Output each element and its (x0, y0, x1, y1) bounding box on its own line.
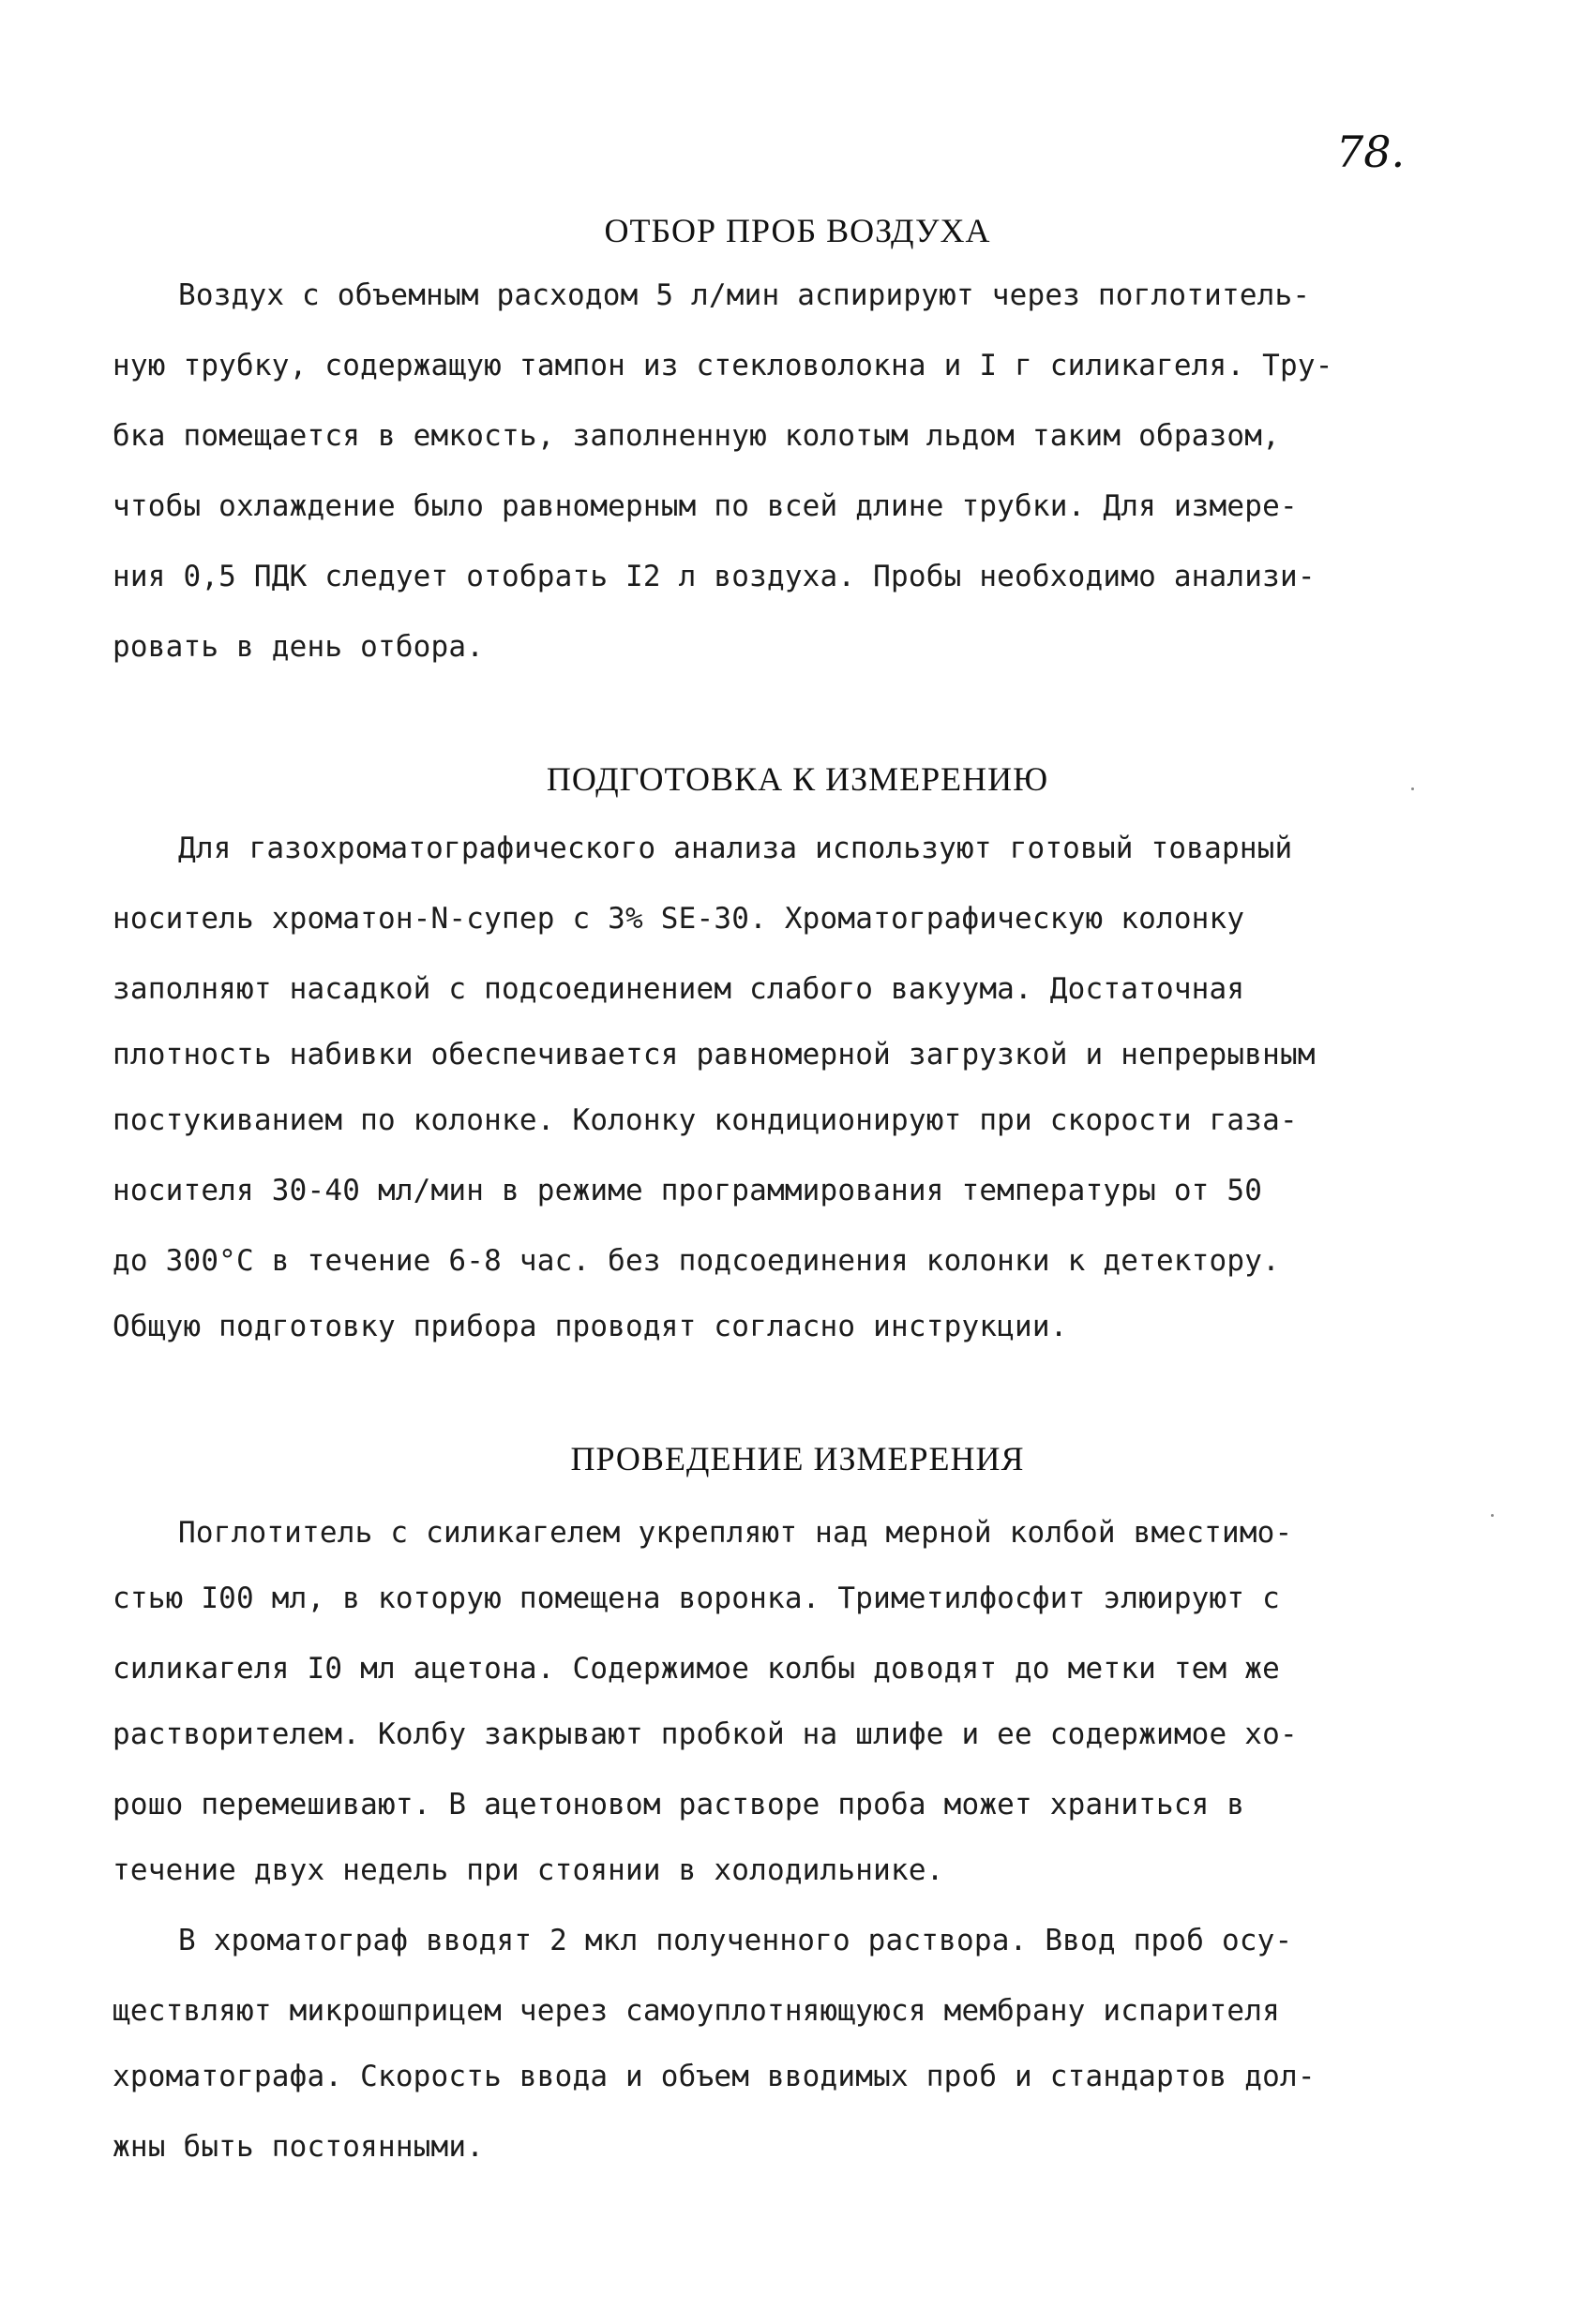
text-line: постукиванием по колонке. Колонку кондиционируют при скорости газа- (113, 1103, 1298, 1137)
scan-speck (1491, 1514, 1494, 1517)
text-line: хроматографа. Скорость ввода и объем вводимых проб и стандартов дол- (113, 2060, 1316, 2093)
text-line: плотность набивки обеспечивается равномерной загрузкой и непрерывным (113, 1038, 1316, 1072)
text-line: рошо перемешивают. В ацетоновом растворе проба может храниться в (113, 1788, 1245, 1822)
text-line: до 300°С в течение 6-8 час. без подсоединения колонки к детектору. (113, 1244, 1280, 1278)
text-line: ную трубку, содержащую тампон из стекловолокна и I г силикагеля. Тру- (113, 349, 1333, 382)
text-line: чтобы охлаждение было равномерным по всей длине трубки. Для измере- (113, 489, 1298, 523)
text-line: бка помещается в емкость, заполненную колотым льдом таким образом, (113, 419, 1280, 453)
text-line: ровать в день отбора. (113, 630, 485, 664)
section-heading-measurement-procedure: ПРОВЕДЕНИЕ ИЗМЕРЕНИЯ (570, 1440, 1025, 1477)
section-heading-measurement-preparation: ПОДГОТОВКА К ИЗМЕРЕНИЮ (546, 760, 1049, 798)
section-heading-air-sampling: ОТБОР ПРОБ ВОЗДУХА (604, 212, 991, 249)
text-line: течение двух недель при стоянии в холодильнике. (113, 1853, 944, 1887)
text-line: стью I00 мл, в которую помещена воронка. Триметилфосфит элюируют с (113, 1582, 1280, 1615)
text-line: носителя 30-40 мл/мин в режиме программирования температуры от 50 (113, 1174, 1263, 1207)
page-number: 78. (1336, 127, 1406, 177)
text-line: ния 0,5 ПДК следует отобрать I2 л воздуха. Пробы необходимо анализи- (113, 560, 1316, 593)
text-line: В хроматограф вводят 2 мкл полученного раствора. Ввод проб осу- (178, 1924, 1293, 1957)
text-line: ществляют микрошприцем через самоуплотняющуюся мембрану испарителя (113, 1994, 1280, 2028)
text-line: Общую подготовку прибора проводят согласно инструкции. (113, 1310, 1068, 1343)
text-line: заполняют насадкой с подсоединением слабого вакуума. Достаточная (113, 972, 1245, 1006)
scan-speck (1411, 787, 1414, 790)
text-line: Поглотитель с силикагелем укрепляют над мерной колбой вместимо- (178, 1516, 1293, 1550)
text-line: силикагеля I0 мл ацетона. Содержимое колбы доводят до метки тем же (113, 1652, 1280, 1686)
text-line: носитель хроматон-N-супер с 3% SE-30. Хроматографическую колонку (113, 902, 1245, 936)
text-line: Для газохроматографического анализа используют готовый товарный (178, 832, 1293, 865)
text-line: Воздух с объемным расходом 5 л/мин аспирируют через поглотитель- (178, 278, 1311, 312)
text-line: растворителем. Колбу закрывают пробкой на шлифе и ее содержимое хо- (113, 1717, 1298, 1751)
text-line: жны быть постоянными. (113, 2130, 485, 2164)
